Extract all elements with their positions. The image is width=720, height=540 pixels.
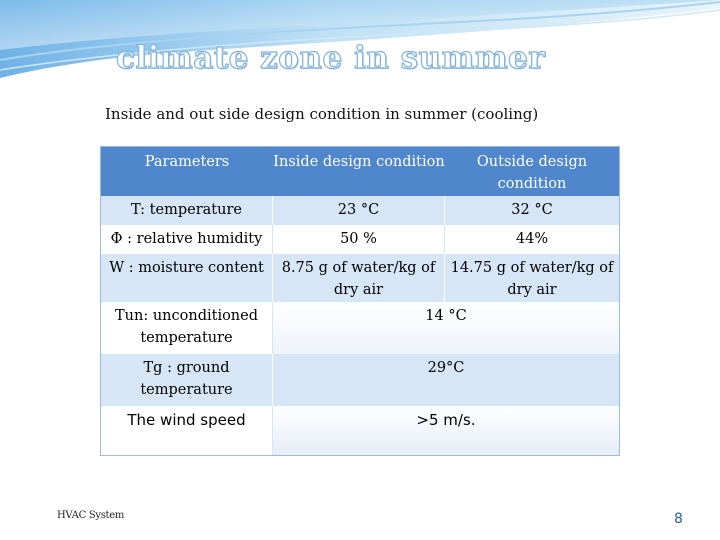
row-wind-label: The wind speed bbox=[101, 406, 273, 455]
header-outside: Outside design condition bbox=[445, 147, 619, 196]
header-parameters: Parameters bbox=[101, 147, 273, 196]
row-temperature-outside: 32 °C bbox=[445, 196, 619, 225]
row-unconditioned-label: Tun: unconditioned temperature bbox=[101, 302, 273, 354]
row-moisture-inside: 8.75 g of water/kg of dry air bbox=[273, 254, 445, 302]
row-ground-label: Tg : ground temperature bbox=[101, 354, 273, 406]
row-wind-value: >5 m/s. bbox=[273, 406, 619, 455]
slide-number: 8 bbox=[674, 511, 683, 527]
design-conditions-table bbox=[100, 146, 620, 456]
row-moisture-outside: 14.75 g of water/kg of dry air bbox=[445, 254, 619, 302]
row-moisture-label: W : moisture content bbox=[101, 254, 273, 302]
row-ground-value: 29°C bbox=[273, 354, 619, 406]
slide-subtitle: Inside and out side design condition in summer (cooling) bbox=[105, 105, 539, 123]
footer-course-name: HVAC System bbox=[57, 510, 125, 521]
row-temperature-label: T: temperature bbox=[101, 196, 273, 225]
row-humidity-outside: 44% bbox=[445, 225, 619, 254]
row-unconditioned-value: 14 °C bbox=[273, 302, 619, 354]
row-humidity-inside: 50 % bbox=[273, 225, 445, 254]
header-inside: Inside design condition bbox=[273, 147, 445, 196]
slide-title: climate zone in summer bbox=[116, 40, 546, 76]
row-humidity-label: Φ : relative humidity bbox=[101, 225, 273, 254]
row-temperature-inside: 23 °C bbox=[273, 196, 445, 225]
